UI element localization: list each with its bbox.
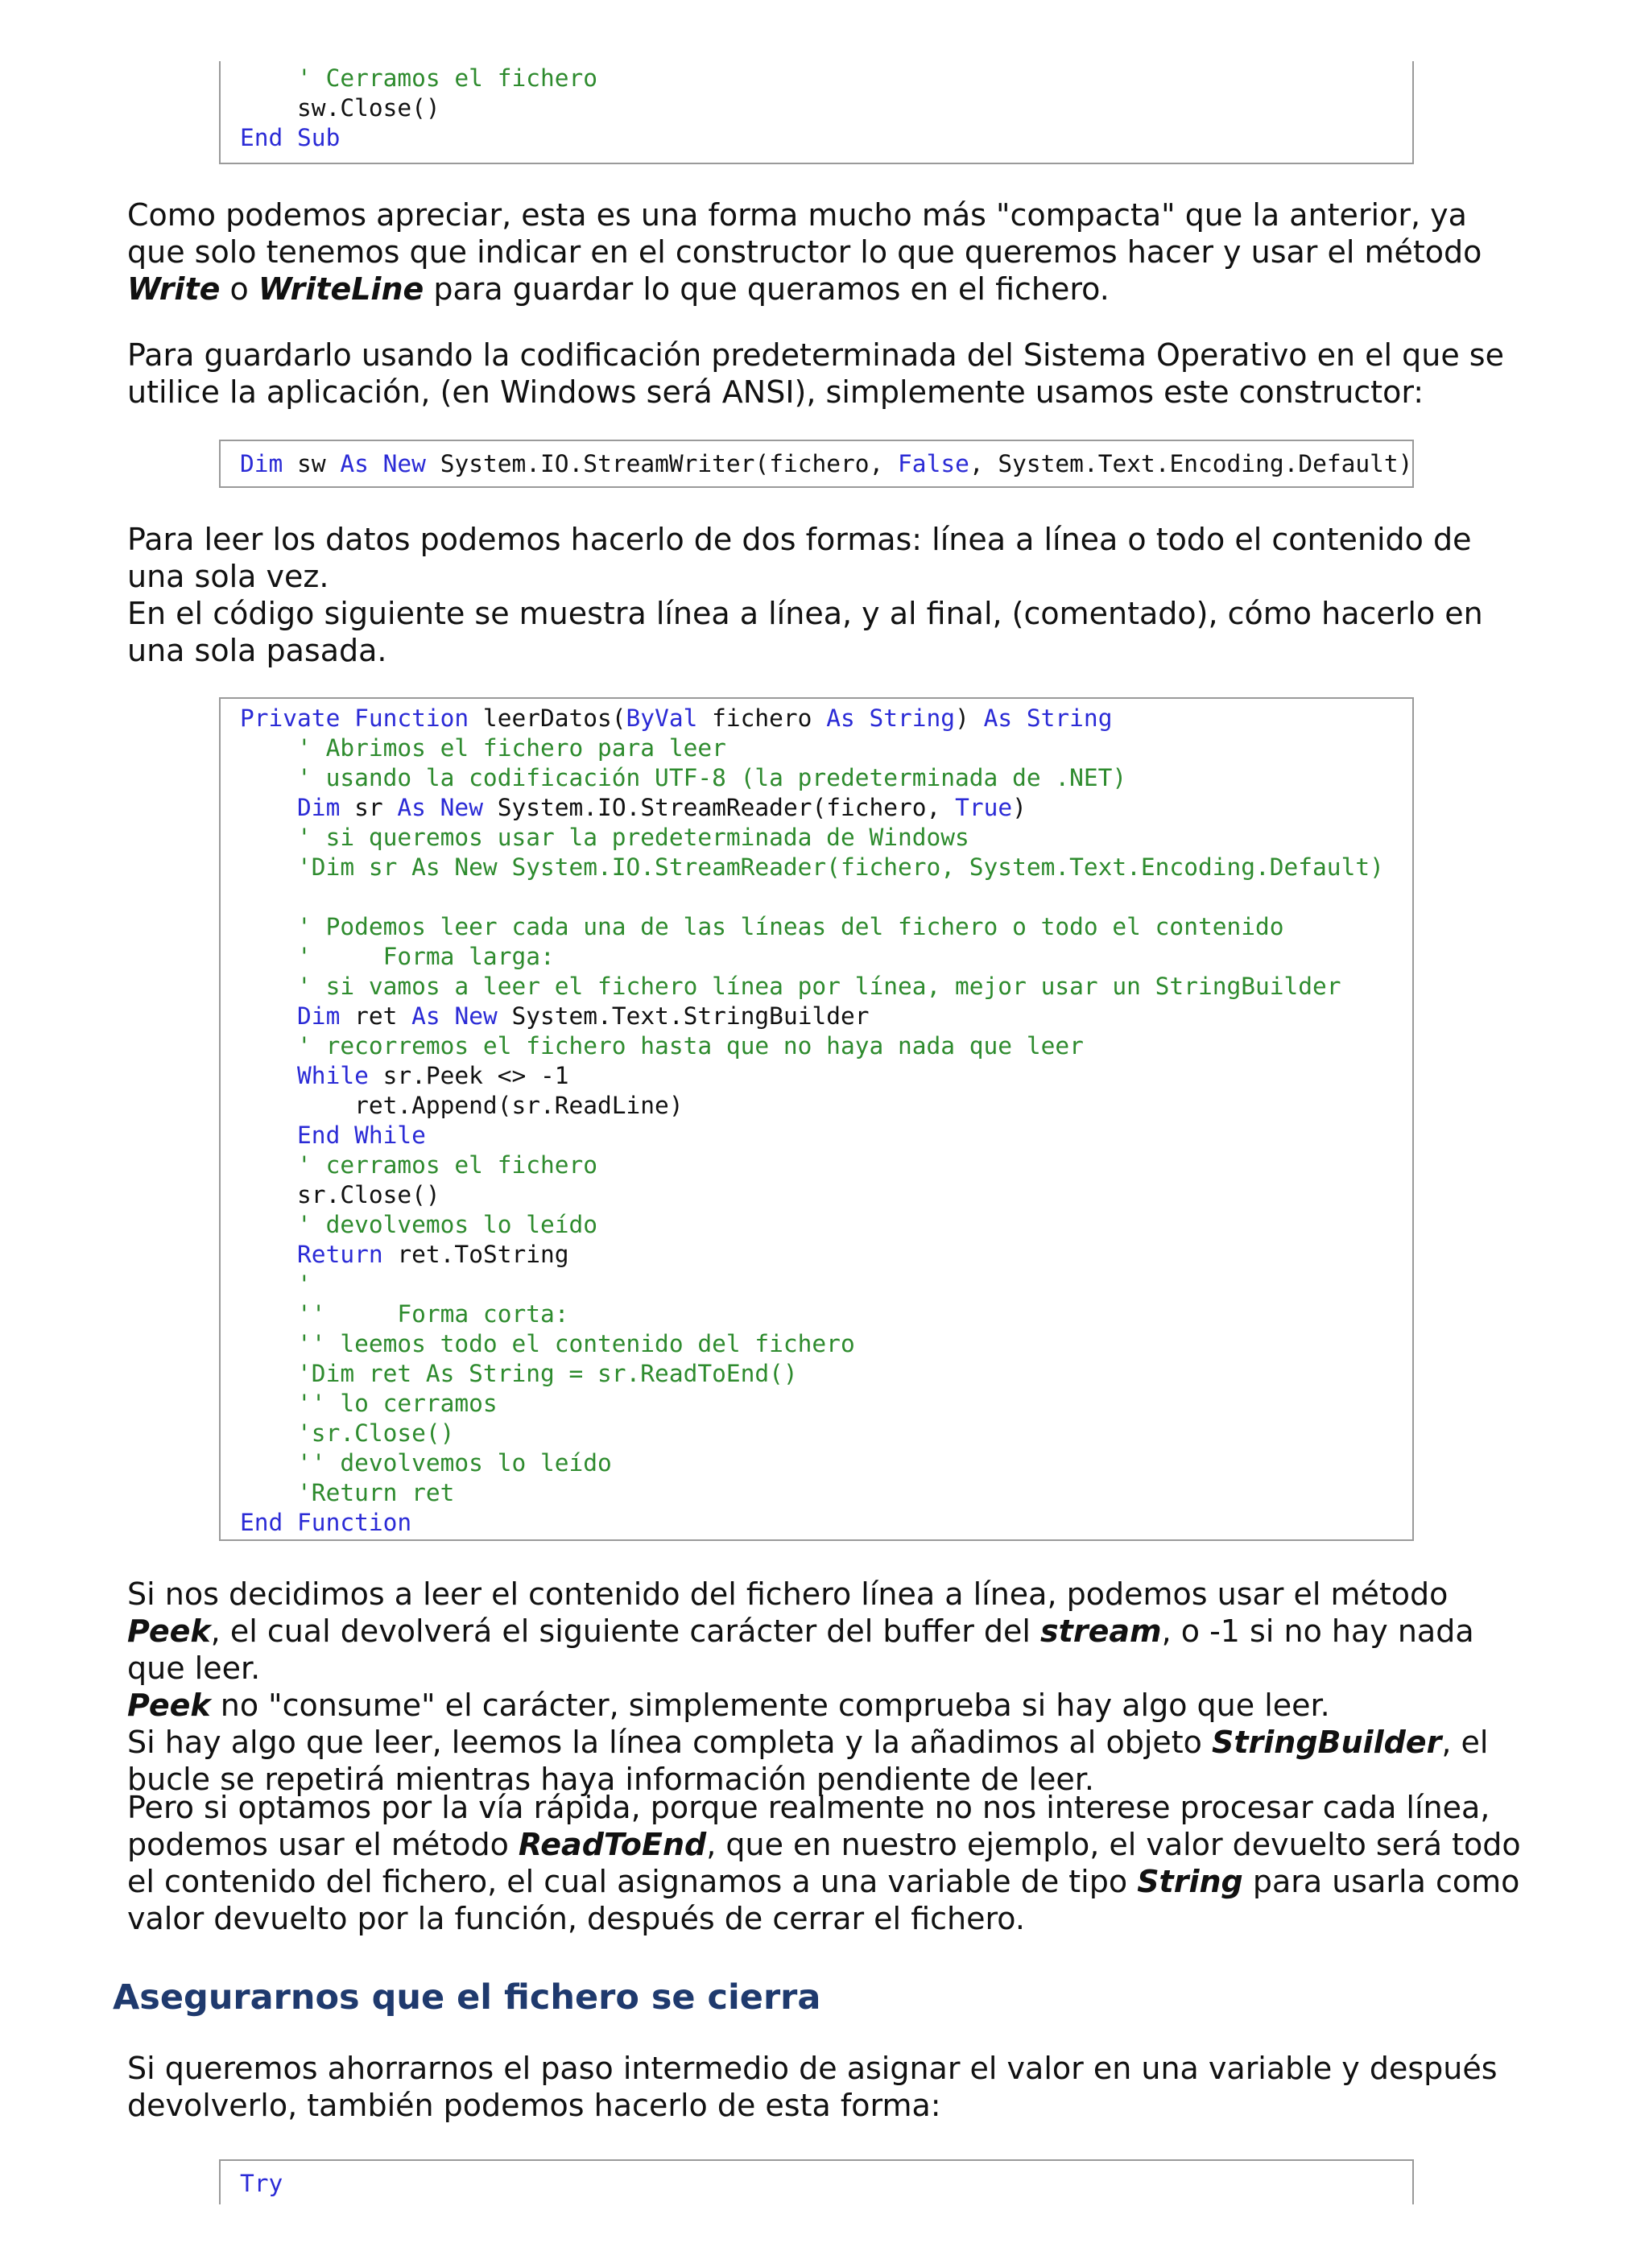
code-text bbox=[240, 734, 297, 762]
code-line bbox=[240, 853, 1412, 882]
code-line bbox=[240, 2169, 1412, 2199]
code-keyword: Private Function bbox=[240, 704, 469, 732]
emphasis-term: Peek bbox=[127, 1613, 211, 1649]
code-keyword: As New bbox=[397, 794, 483, 821]
code-text bbox=[240, 64, 297, 92]
code-keyword: Try bbox=[240, 2170, 283, 2197]
code-line bbox=[240, 793, 1412, 823]
code-keyword: False bbox=[898, 450, 969, 477]
paragraph-peek-explanation bbox=[127, 1576, 1528, 1798]
code-text bbox=[240, 1390, 297, 1417]
code-text bbox=[240, 1360, 297, 1387]
code-text: sw.Close() bbox=[240, 94, 440, 122]
code-comment: ' recorremos el fichero hasta que no haya nada que leer bbox=[297, 1032, 1084, 1060]
code-keyword: As String bbox=[826, 704, 956, 732]
code-text bbox=[240, 1151, 297, 1179]
code-comment: ' usando la codificación UTF-8 (la predeterminada de .NET) bbox=[297, 764, 1127, 791]
paragraph-text: , el cual devolverá el siguiente carácter del buffer del bbox=[210, 1613, 1041, 1649]
paragraph-text: , el bucle se repetirá mientras haya información pendiente de leer. bbox=[127, 1725, 1489, 1797]
code-line bbox=[240, 449, 1412, 479]
code-text: sr.Peek <> -1 bbox=[368, 1062, 569, 1089]
code-comment: ' Cerramos el fichero bbox=[297, 64, 598, 92]
code-line bbox=[240, 1091, 1412, 1121]
paragraph-text: Si hay algo que leer, leemos la línea completa y la añadimos al objeto bbox=[127, 1725, 1212, 1760]
code-text bbox=[240, 1449, 297, 1477]
code-text bbox=[240, 1122, 297, 1149]
code-line bbox=[240, 1210, 1412, 1240]
emphasis-term: stream bbox=[1040, 1613, 1162, 1649]
code-text bbox=[369, 450, 383, 477]
code-comment: ' bbox=[297, 1270, 312, 1298]
code-keyword: Return bbox=[297, 1241, 383, 1268]
code-text bbox=[240, 973, 297, 1000]
code-block-writer-default-encoding bbox=[219, 440, 1414, 488]
code-line bbox=[240, 733, 1412, 763]
code-comment: '' Forma corta: bbox=[297, 1300, 569, 1328]
code-text: fichero bbox=[697, 704, 827, 732]
code-line bbox=[240, 1448, 1412, 1478]
code-line bbox=[240, 1180, 1412, 1210]
code-block-close-writer bbox=[219, 61, 1414, 164]
code-text: System.IO.StreamReader(fichero, bbox=[482, 794, 956, 821]
code-text: System.Text.StringBuilder bbox=[497, 1002, 870, 1030]
code-text bbox=[240, 1479, 297, 1506]
paragraph-text: En el código siguiente se muestra línea a línea, y al final, (comentado), cómo hacerlo en una sola pasada. bbox=[127, 596, 1483, 668]
code-block-try bbox=[219, 2159, 1414, 2204]
code-text bbox=[240, 1300, 297, 1328]
code-text: ret.Append(sr.ReadLine) bbox=[240, 1092, 684, 1119]
code-line bbox=[240, 942, 1412, 972]
code-line bbox=[240, 882, 1412, 912]
code-text bbox=[240, 1270, 297, 1298]
code-keyword: End Sub bbox=[240, 124, 341, 151]
code-text: ) bbox=[1012, 794, 1027, 821]
code-text: , System.Text.Encoding.Default) bbox=[969, 450, 1413, 477]
code-line bbox=[240, 123, 1412, 153]
emphasis-term: Write bbox=[127, 271, 221, 307]
code-text: ret.ToString bbox=[382, 1241, 569, 1268]
code-line bbox=[240, 1329, 1412, 1359]
code-text bbox=[240, 1211, 297, 1238]
code-comment: '' leemos todo el contenido del fichero bbox=[297, 1330, 855, 1357]
code-keyword: As New bbox=[411, 1002, 498, 1030]
code-line bbox=[240, 1031, 1412, 1061]
code-text bbox=[240, 824, 297, 851]
paragraph-peek-line1 bbox=[127, 1576, 1528, 1687]
code-text bbox=[240, 853, 297, 881]
code-keyword: Dim bbox=[297, 1002, 341, 1030]
paragraph-text: o bbox=[220, 271, 258, 307]
paragraph-text: Para guardarlo usando la codificación predeterminada del Sistema Operativo en el que se utilice la aplicación, (en Windows será ANSI), simplemente usamos este constructor: bbox=[127, 337, 1504, 410]
code-text bbox=[240, 1241, 297, 1268]
code-keyword: While bbox=[297, 1062, 369, 1089]
code-text bbox=[240, 913, 297, 940]
code-comment: ' Abrimos el fichero para leer bbox=[297, 734, 726, 762]
paragraph-text: para usarla como valor devuelto por la función, después de cerrar el fichero. bbox=[127, 1864, 1520, 1936]
code-line bbox=[240, 763, 1412, 793]
code-text bbox=[240, 764, 297, 791]
code-line bbox=[240, 823, 1412, 853]
code-line bbox=[240, 1240, 1412, 1270]
code-line bbox=[240, 1002, 1412, 1031]
code-keyword: As bbox=[340, 450, 369, 477]
code-comment: 'Dim sr As New System.IO.StreamReader(fichero, System.Text.Encoding.Default) bbox=[297, 853, 1384, 881]
code-line bbox=[240, 1478, 1412, 1508]
code-line bbox=[240, 64, 1412, 93]
code-text bbox=[240, 1062, 297, 1089]
code-line bbox=[240, 704, 1412, 733]
code-keyword: ByVal bbox=[626, 704, 698, 732]
code-line bbox=[240, 1299, 1412, 1329]
code-comment: 'Return ret bbox=[297, 1479, 455, 1506]
emphasis-term: String bbox=[1137, 1864, 1243, 1899]
paragraph-text: no "consume" el carácter, simplemente comprueba si hay algo que leer. bbox=[210, 1688, 1330, 1723]
code-comment: ' Podemos leer cada una de las líneas del fichero o todo el contenido bbox=[297, 913, 1284, 940]
code-text bbox=[240, 1419, 297, 1447]
code-line bbox=[240, 1270, 1412, 1299]
paragraph-read-methods-line2 bbox=[127, 595, 1528, 669]
paragraph-text: para guardar lo que queramos en el fichero. bbox=[424, 271, 1110, 307]
code-keyword: Dim bbox=[297, 794, 341, 821]
code-line bbox=[240, 1508, 1412, 1538]
code-block-leer-datos bbox=[219, 697, 1414, 1541]
code-comment: '' devolvemos lo leído bbox=[297, 1449, 612, 1477]
code-text bbox=[240, 1330, 297, 1357]
code-text bbox=[240, 1032, 297, 1060]
code-comment: ' Forma larga: bbox=[297, 943, 555, 970]
emphasis-term: ReadToEnd bbox=[518, 1827, 707, 1862]
paragraph-text: Si queremos ahorrarnos el paso intermedio de asignar el valor en una variable y después devolverlo, también podemos hacerlo de esta forma: bbox=[127, 2051, 1498, 2123]
paragraph-text: Para leer los datos podemos hacerlo de dos formas: línea a línea o todo el contenido de una sola vez. bbox=[127, 522, 1472, 594]
paragraph-read-to-end bbox=[127, 1789, 1528, 1937]
emphasis-term: StringBuilder bbox=[1211, 1725, 1442, 1760]
code-line bbox=[240, 1151, 1412, 1180]
code-text: sw bbox=[283, 450, 341, 477]
code-keyword: New bbox=[382, 450, 426, 477]
code-keyword: End While bbox=[297, 1122, 426, 1149]
paragraph-text: Como podemos apreciar, esta es una forma mucho más "compacta" que la anterior, ya que solo tenemos que indicar en el constructor lo que queremos hacer y usar el método bbox=[127, 197, 1482, 270]
code-line bbox=[240, 972, 1412, 1002]
code-text: ret bbox=[340, 1002, 412, 1030]
code-comment: 'Dim ret As String = sr.ReadToEnd() bbox=[297, 1360, 798, 1387]
code-keyword: End Function bbox=[240, 1509, 412, 1536]
code-line bbox=[240, 912, 1412, 942]
paragraph-text: , que en nuestro ejemplo, el valor devuelto será todo el contenido del fichero, el cual asignamos a una variable de tipo bbox=[127, 1827, 1521, 1899]
code-line bbox=[240, 1121, 1412, 1151]
code-comment: ' si vamos a leer el fichero línea por línea, mejor usar un StringBuilder bbox=[297, 973, 1341, 1000]
code-line bbox=[240, 93, 1412, 123]
code-line bbox=[240, 1389, 1412, 1419]
code-comment: '' lo cerramos bbox=[297, 1390, 498, 1417]
code-keyword: True bbox=[955, 794, 1013, 821]
code-line bbox=[240, 1359, 1412, 1389]
code-text bbox=[240, 794, 297, 821]
paragraph-read-methods bbox=[127, 521, 1528, 669]
paragraph-shortcut bbox=[127, 2050, 1528, 2124]
code-comment: ' si queremos usar la predeterminada de Windows bbox=[297, 824, 969, 851]
code-text bbox=[240, 1002, 297, 1030]
section-heading: Asegurarnos que el fichero se cierra bbox=[113, 1977, 821, 2018]
emphasis-term: Peek bbox=[127, 1688, 211, 1723]
paragraph-text: , o -1 si no hay nada que leer. bbox=[127, 1613, 1474, 1686]
paragraph-text: Si nos decidimos a leer el contenido del fichero línea a línea, podemos usar el método bbox=[127, 1576, 1449, 1612]
code-keyword: As String bbox=[983, 704, 1113, 732]
code-text: ) bbox=[955, 704, 984, 732]
code-text: sr bbox=[340, 794, 398, 821]
paragraph-peek-line3 bbox=[127, 1724, 1528, 1798]
paragraph-default-encoding bbox=[127, 337, 1528, 411]
code-comment: ' cerramos el fichero bbox=[297, 1151, 598, 1179]
code-text: System.IO.StreamWriter(fichero, bbox=[425, 450, 899, 477]
code-comment: 'sr.Close() bbox=[297, 1419, 455, 1447]
code-text: leerDatos( bbox=[469, 704, 626, 732]
paragraph-read-methods-line1 bbox=[127, 521, 1528, 595]
paragraph-compact-writer bbox=[127, 196, 1528, 308]
code-line bbox=[240, 1061, 1412, 1091]
paragraph-text: Pero si optamos por la vía rápida, porque realmente no nos interese procesar cada línea, podemos usar el método bbox=[127, 1790, 1490, 1862]
emphasis-term: WriteLine bbox=[258, 271, 424, 307]
paragraph-peek-line2 bbox=[127, 1687, 1528, 1724]
code-keyword: Dim bbox=[240, 450, 283, 477]
code-text: sr.Close() bbox=[240, 1181, 440, 1208]
code-comment: ' devolvemos lo leído bbox=[297, 1211, 598, 1238]
code-line bbox=[240, 1419, 1412, 1448]
code-text bbox=[240, 943, 297, 970]
